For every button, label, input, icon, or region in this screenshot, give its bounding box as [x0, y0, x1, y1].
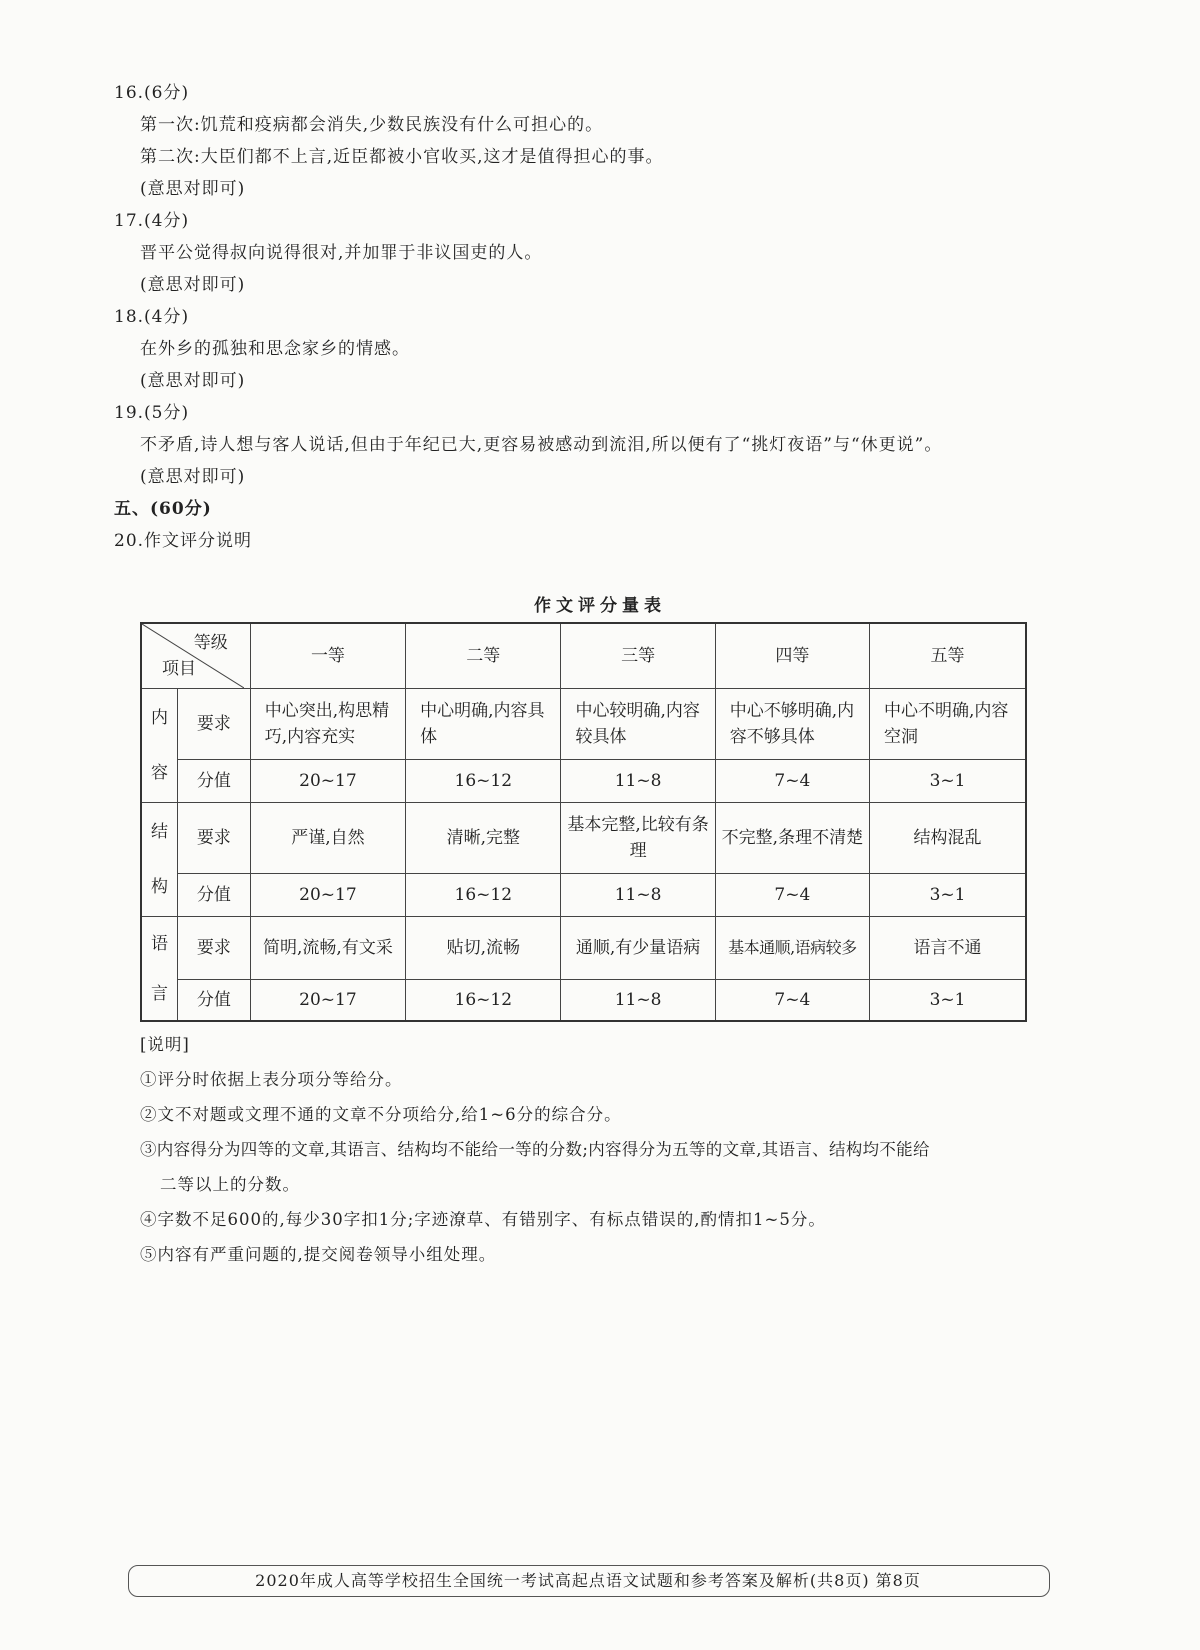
page-footer: 2020年成人高等学校招生全国统一考试高起点语文试题和参考答案及解析(共8页) 第8页: [255, 1571, 921, 1590]
requirement-cell: 严谨,自然: [250, 803, 405, 874]
q17-number: 17.(4分): [114, 211, 190, 231]
requirement-cell: 中心较明确,内容较具体: [561, 689, 715, 760]
requirement-cell: 结构混乱: [870, 803, 1026, 874]
row-label-requirement: 要求: [177, 689, 250, 760]
table-row: [141, 803, 1026, 874]
score-cell: 7~4: [715, 760, 869, 803]
score-cell: 20~17: [250, 760, 405, 803]
note-item: ③内容得分为四等的文章,其语言、结构均不能给一等的分数;内容得分为五等的文章,其语言、结构均不能给: [140, 1140, 930, 1159]
score-cell: 11~8: [561, 874, 715, 917]
corner-item-label: 项目: [162, 659, 196, 680]
q16-answer-line1: 第一次:饥荒和疫病都会消失,少数民族没有什么可担心的。: [140, 115, 604, 135]
corner-cell: [141, 623, 250, 689]
note-item: ①评分时依据上表分项分等给分。: [140, 1070, 403, 1089]
grade-header: 一等: [250, 623, 405, 689]
grading-table: [140, 622, 1027, 1022]
q18-note: (意思对即可): [140, 371, 246, 391]
q19-number: 19.(5分): [114, 403, 190, 423]
category-char: 言: [150, 983, 168, 1004]
requirement-cell: 简明,流畅,有文采: [250, 917, 405, 980]
table-row: [141, 689, 1026, 760]
requirement-cell: 贴切,流畅: [406, 917, 561, 980]
requirement-cell: 中心明确,内容具体: [406, 689, 561, 760]
score-cell: 16~12: [406, 874, 561, 917]
grade-header: 四等: [715, 623, 869, 689]
score-cell: 3~1: [870, 874, 1026, 917]
score-cell: 7~4: [715, 979, 869, 1021]
category-char: 容: [150, 763, 168, 784]
note-item-continuation: 二等以上的分数。: [160, 1175, 300, 1194]
note-item: ⑤内容有严重问题的,提交阅卷领导小组处理。: [140, 1245, 497, 1264]
requirement-cell: 中心突出,构思精巧,内容充实: [250, 689, 405, 760]
score-cell: 20~17: [250, 874, 405, 917]
notes-heading: [说明]: [140, 1035, 190, 1054]
q16-note: (意思对即可): [140, 179, 246, 199]
q19-answer-line1: 不矛盾,诗人想与客人说话,但由于年纪已大,更容易被感动到流泪,所以便有了“挑灯夜语”与“休更说”。: [140, 435, 943, 455]
requirement-cell: 中心不够明确,内容不够具体: [715, 689, 869, 760]
score-cell: 7~4: [715, 874, 869, 917]
requirement-cell: 通顺,有少量语病: [561, 917, 715, 980]
score-cell: 16~12: [406, 979, 561, 1021]
q19-note: (意思对即可): [140, 467, 246, 487]
score-cell: 11~8: [561, 979, 715, 1021]
row-label-requirement: 要求: [177, 917, 250, 980]
table-header-row: [141, 623, 1026, 689]
q18-number: 18.(4分): [114, 307, 190, 327]
q17-note: (意思对即可): [140, 275, 246, 295]
note-item: ④字数不足600的,每少30字扣1分;字迹潦草、有错别字、有标点错误的,酌情扣1~5分。: [140, 1210, 826, 1229]
q20-heading: 20.作文评分说明: [114, 531, 253, 551]
requirement-cell: 中心不明确,内容空洞: [870, 689, 1026, 760]
score-cell: 16~12: [406, 760, 561, 803]
q16-number: 16.(6分): [114, 83, 190, 103]
category-char: 内: [150, 708, 168, 729]
corner-grade-label: 等级: [193, 633, 228, 653]
score-cell: 3~1: [870, 760, 1026, 803]
category-char: 语: [150, 933, 168, 954]
requirement-cell: 基本完整,比较有条理: [561, 803, 715, 874]
grade-header: 三等: [561, 623, 715, 689]
score-cell: 3~1: [870, 979, 1026, 1021]
requirement-cell: 基本通顺,语病较多: [715, 917, 869, 980]
category-char: 结: [150, 822, 168, 843]
table-row: [141, 874, 1026, 917]
section5-heading: 五、(60分): [114, 499, 212, 519]
table-row: [141, 979, 1026, 1021]
grade-header: 五等: [870, 623, 1026, 689]
row-label-requirement: 要求: [177, 803, 250, 874]
requirement-cell: 语言不通: [870, 917, 1026, 980]
category-cell-content: [141, 689, 177, 803]
table-row: [141, 917, 1026, 980]
q16-answer-line2: 第二次:大臣们都不上言,近臣都被小官收买,这才是值得担心的事。: [140, 147, 664, 167]
score-cell: 20~17: [250, 979, 405, 1021]
grade-header: 二等: [406, 623, 561, 689]
q18-answer-line1: 在外乡的孤独和思念家乡的情感。: [140, 339, 410, 359]
category-cell-language: [141, 917, 177, 1021]
row-label-score: 分值: [177, 760, 250, 803]
table-row: [141, 760, 1026, 803]
category-char: 构: [150, 877, 168, 898]
q17-answer-line1: 晋平公觉得叔向说得很对,并加罪于非议国吏的人。: [140, 243, 543, 263]
row-label-score: 分值: [177, 979, 250, 1021]
requirement-cell: 清晰,完整: [406, 803, 561, 874]
requirement-cell: 不完整,条理不清楚: [715, 803, 869, 874]
score-cell: 11~8: [561, 760, 715, 803]
table-title: 作文评分量表: [534, 596, 666, 616]
category-cell-structure: [141, 803, 177, 917]
row-label-score: 分值: [177, 874, 250, 917]
note-item: ②文不对题或文理不通的文章不分项给分,给1~6分的综合分。: [140, 1105, 622, 1124]
